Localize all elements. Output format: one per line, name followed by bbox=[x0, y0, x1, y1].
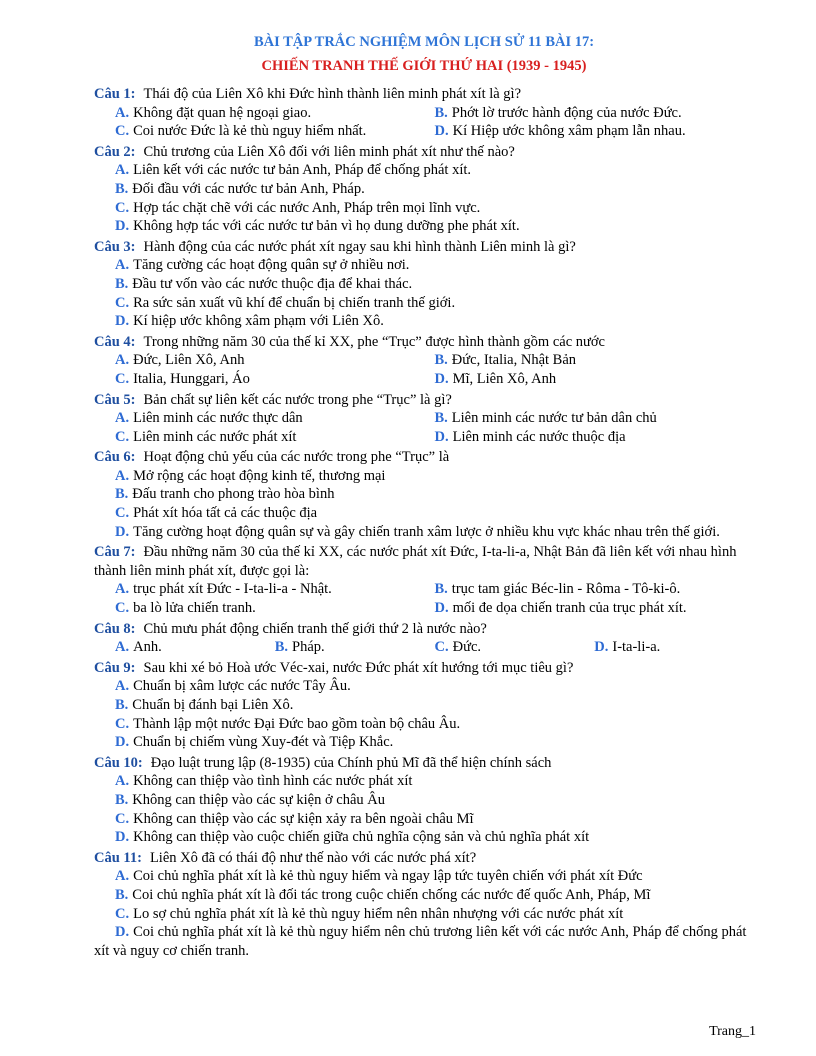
page-number: Trang_1 bbox=[709, 1024, 756, 1039]
option-c: C. Liên minh các nước phát xít bbox=[115, 428, 297, 445]
option-a: A. Không can thiệp vào tình hình các nước phát xít bbox=[115, 773, 413, 790]
option-d: D. I-ta-li-a. bbox=[594, 639, 661, 656]
option-c: C. Lo sợ chủ nghĩa phát xít là kẻ thù nguy hiểm nên nhân nhượng với các nước phát xít bbox=[115, 905, 624, 922]
question-label: Câu 9: bbox=[94, 659, 136, 676]
question-6 bbox=[94, 448, 754, 541]
question-8 bbox=[94, 620, 754, 657]
question-7 bbox=[94, 543, 754, 617]
option-c: C. Coi nước Đức là kẻ thù nguy hiểm nhất. bbox=[115, 123, 367, 140]
question-text: Chủ trương của Liên Xô đối với liên minh phát xít như thế nào? bbox=[143, 143, 515, 160]
option-d: D. mối đe dọa chiến tranh của trục phát xít. bbox=[434, 600, 687, 617]
option-d: D. Chuẩn bị chiếm vùng Xuy-đét và Tiệp Khắc. bbox=[115, 734, 394, 751]
question-9 bbox=[94, 659, 754, 752]
document-title: BÀI TẬP TRẮC NGHIỆM MÔN LỊCH SỬ 11 BÀI 17: bbox=[253, 34, 595, 50]
option-b: B. Đức, Italia, Nhật Bản bbox=[434, 352, 577, 369]
question-label: Câu 7: bbox=[94, 544, 136, 561]
option-d: D. Liên minh các nước thuộc địa bbox=[434, 428, 626, 445]
option-d: D. Kí Hiệp ước không xâm phạm lẫn nhau. bbox=[434, 123, 686, 140]
option-d: D. Mĩ, Liên Xô, Anh bbox=[434, 370, 557, 387]
question-text: Bản chất sự liên kết các nước trong phe “Trục” là gì? bbox=[143, 391, 452, 408]
option-b: B. Phớt lờ trước hành động của nước Đức. bbox=[434, 104, 682, 121]
option-c: C. Italia, Hunggari, Áo bbox=[115, 370, 250, 387]
option-a: A. Tăng cường các hoạt động quân sự ở nhiều nơi. bbox=[115, 257, 410, 274]
option-d: D. Coi chủ nghĩa phát xít là kẻ thù nguy hiểm nên chủ trương liên kết với các nước Anh, Pháp để chống phát xít và nguy cơ chiến tranh. bbox=[94, 924, 747, 959]
question-10 bbox=[94, 754, 754, 847]
option-a: A. Mở rộng các hoạt động kinh tế, thương mại bbox=[115, 467, 386, 484]
option-c: C. Hợp tác chặt chẽ với các nước Anh, Pháp trên mọi lĩnh vực. bbox=[115, 199, 481, 216]
option-d: D. Không hợp tác với các nước tư bản vì họ dung dưỡng phe phát xít. bbox=[115, 218, 520, 235]
option-b: B. Pháp. bbox=[274, 639, 325, 656]
question-text: Đạo luật trung lập (8-1935) của Chính phủ Mĩ đã thể hiện chính sách bbox=[150, 754, 552, 771]
option-b: B. Đối đầu với các nước tư bản Anh, Pháp. bbox=[115, 180, 365, 197]
question-text: Thái độ của Liên Xô khi Đức hình thành liên minh phát xít là gì? bbox=[143, 86, 522, 102]
question-text: Hoạt động chủ yếu của các nước trong phe “Trục” là bbox=[143, 449, 450, 466]
option-a: A. Liên minh các nước thực dân bbox=[115, 410, 303, 427]
question-label: Câu 1: bbox=[94, 86, 136, 102]
option-b: B. trục tam giác Béc-lin - Rôma - Tô-ki-ô. bbox=[434, 581, 681, 598]
question-text: Liên Xô đã có thái độ như thế nào với các nước phá xít? bbox=[149, 849, 477, 866]
question-label: Câu 2: bbox=[94, 143, 136, 160]
option-a: A. Không đặt quan hệ ngoại giao. bbox=[115, 104, 312, 121]
question-1 bbox=[94, 85, 754, 141]
option-c: C. ba lò lửa chiến tranh. bbox=[115, 600, 256, 617]
question-label: Câu 6: bbox=[94, 449, 136, 466]
option-c: C. Thành lập một nước Đại Đức bao gồm toàn bộ châu Âu. bbox=[115, 715, 461, 732]
question-11 bbox=[94, 849, 754, 961]
option-d: D. Không can thiệp vào cuộc chiến giữa chủ nghĩa cộng sản và chủ nghĩa phát xít bbox=[115, 829, 590, 846]
question-text: Hành động của các nước phát xít ngay sau khi hình thành Liên minh là gì? bbox=[143, 238, 576, 255]
option-a: A. Liên kết với các nước tư bản Anh, Pháp để chống phát xít. bbox=[115, 162, 471, 179]
option-a: A. Đức, Liên Xô, Anh bbox=[115, 352, 245, 369]
option-c: C. Phát xít hóa tất cả các thuộc địa bbox=[115, 505, 318, 522]
option-a: A. Coi chủ nghĩa phát xít là kẻ thù nguy hiểm và ngay lập tức tuyên chiến với phát xít Đức bbox=[115, 868, 643, 885]
question-label: Câu 5: bbox=[94, 391, 136, 408]
option-d: D. Tăng cường hoạt động quân sự và gây chiến tranh xâm lược ở nhiều khu vực khác nhau trên thế giới. bbox=[115, 523, 720, 540]
option-d: D. Kí hiệp ước không xâm phạm với Liên Xô. bbox=[115, 313, 384, 330]
question-4 bbox=[94, 333, 754, 389]
option-c: C. Ra sức sản xuất vũ khí để chuẩn bị chiến tranh thế giới. bbox=[115, 294, 456, 311]
question-5 bbox=[94, 391, 754, 447]
option-b: B. Chuẩn bị đánh bại Liên Xô. bbox=[115, 697, 294, 713]
option-b: B. Đầu tư vốn vào các nước thuộc địa để khai thác. bbox=[115, 275, 413, 292]
option-b: B. Liên minh các nước tư bản dân chủ bbox=[434, 410, 657, 427]
option-b: B. Đấu tranh cho phong trào hòa bình bbox=[115, 486, 335, 503]
question-text: Sau khi xé bỏ Hoà ước Véc-xai, nước Đức phát xít hướng tới mục tiêu gì? bbox=[143, 659, 574, 676]
option-a: A. Anh. bbox=[115, 639, 162, 656]
question-label: Câu 8: bbox=[94, 620, 136, 637]
document-page bbox=[94, 34, 754, 960]
question-label: Câu 11: bbox=[94, 849, 142, 866]
document-subtitle: CHIẾN TRANH THẾ GIỚI THỨ HAI (1939 - 1945) bbox=[261, 58, 587, 74]
question-text: Đầu những năm 30 của thế kỉ XX, các nước phát xít Đức, I-ta-li-a, Nhật Bản đã liên kết với nhau hình thành liên minh phát xít, được gọi là: bbox=[94, 544, 737, 579]
option-b: B. Coi chủ nghĩa phát xít là đối tác trong cuộc chiến chống các nước đế quốc Anh, Pháp, Mĩ bbox=[115, 886, 651, 903]
question-label: Câu 10: bbox=[94, 754, 143, 771]
option-a: A. trục phát xít Đức - I-ta-li-a - Nhật. bbox=[115, 581, 332, 598]
option-c: C. Đức. bbox=[434, 639, 482, 656]
question-label: Câu 4: bbox=[94, 333, 136, 350]
option-a: A. Chuẩn bị xâm lược các nước Tây Âu. bbox=[115, 678, 351, 695]
option-b: B. Không can thiệp vào các sự kiện ở châu Âu bbox=[115, 791, 385, 808]
question-text: Chủ mưu phát động chiến tranh thế giới thứ 2 là nước nào? bbox=[143, 620, 487, 637]
option-c: C. Không can thiệp vào các sự kiện xảy ra bên ngoài châu Mĩ bbox=[115, 810, 474, 827]
question-text: Trong những năm 30 của thế kỉ XX, phe “Trục” được hình thành gồm các nước bbox=[143, 333, 605, 350]
question-label: Câu 3: bbox=[94, 238, 136, 255]
question-2 bbox=[94, 143, 754, 236]
question-3 bbox=[94, 238, 754, 331]
